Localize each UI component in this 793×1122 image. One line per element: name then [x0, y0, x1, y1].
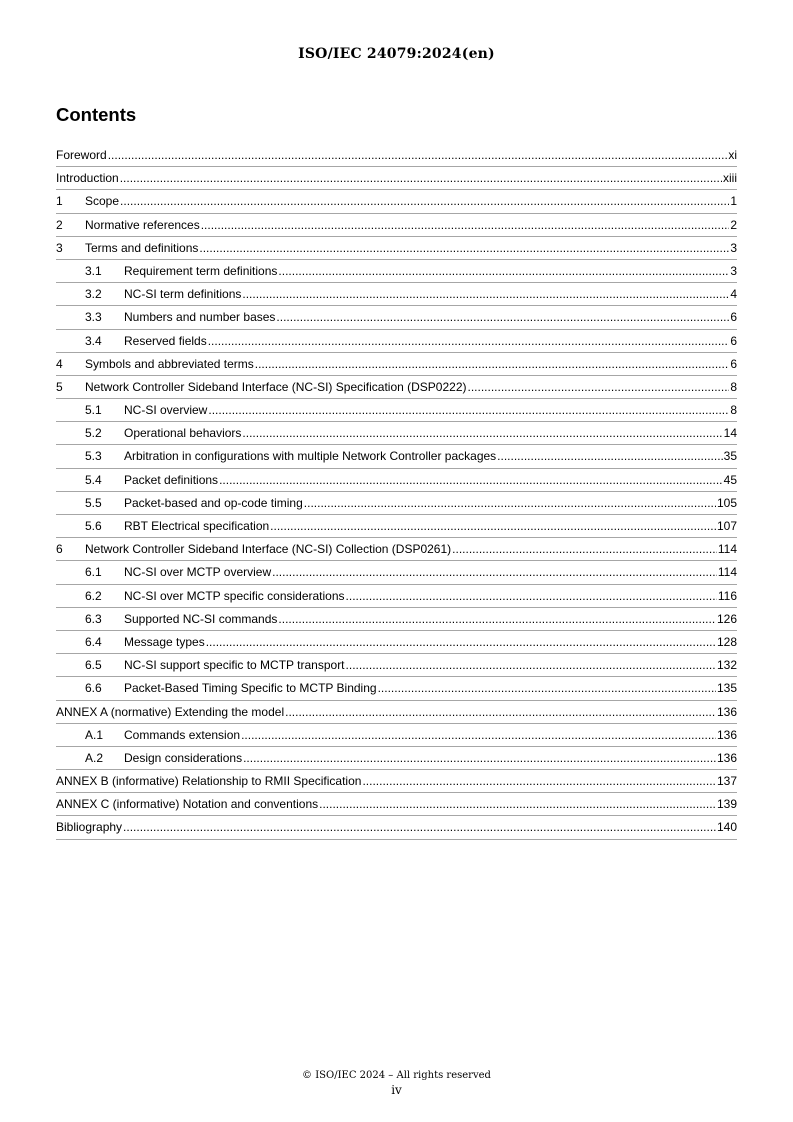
toc-dot-leader	[243, 749, 716, 767]
toc-dot-leader	[201, 216, 730, 234]
toc-entry-number: 6.4	[85, 634, 102, 649]
toc-entry[interactable]	[56, 283, 737, 306]
toc-entry-title: Bibliography	[56, 820, 123, 835]
toc-entry[interactable]	[56, 306, 737, 329]
toc-entry[interactable]	[56, 816, 737, 839]
copyright-notice: © ISO/IEC 2024 – All rights reserved	[302, 1070, 491, 1081]
contents-heading: Contents	[56, 104, 137, 125]
toc-entry-page: 114	[717, 565, 737, 580]
toc-entry-page: 136	[716, 727, 737, 742]
toc-dot-leader	[362, 772, 716, 790]
toc-entry[interactable]	[56, 237, 737, 260]
toc-entry-page: 107	[716, 519, 737, 533]
toc-dot-leader	[276, 308, 729, 326]
toc-entry-title: Network Controller Sideband Interface (NC-SI) Collection (DSP0261)	[85, 542, 452, 557]
toc-entry-title: Numbers and number bases	[124, 310, 276, 325]
toc-entry[interactable]	[56, 445, 737, 468]
toc-entry[interactable]	[56, 260, 737, 283]
toc-entry-page: 132	[716, 658, 737, 673]
toc-dot-leader	[468, 378, 730, 396]
toc-entry[interactable]	[56, 701, 737, 724]
toc-dot-leader	[285, 703, 716, 721]
toc-dot-leader	[270, 517, 716, 535]
toc-entry[interactable]	[56, 190, 737, 213]
toc-dot-leader	[497, 447, 722, 465]
toc-entry-page: 105	[716, 495, 737, 510]
toc-dot-leader	[346, 587, 717, 605]
toc-entry-page: 116	[717, 588, 737, 603]
toc-entry-title: Foreword	[56, 148, 107, 162]
toc-entry[interactable]	[56, 376, 737, 399]
toc-entry-number: 3.2	[85, 287, 102, 302]
toc-entry[interactable]	[56, 770, 737, 793]
toc-entry-number: 1	[56, 194, 63, 209]
toc-entry-page: 114	[717, 542, 737, 557]
toc-entry-page: 4	[730, 287, 737, 302]
toc-entry[interactable]	[56, 330, 737, 353]
toc-dot-leader	[123, 818, 716, 836]
toc-entry-title: NC-SI overview	[124, 403, 208, 418]
toc-entry-title: Packet-based and op-code timing	[124, 495, 303, 510]
toc-entry-page: 35	[723, 449, 737, 464]
toc-entry-page: 136	[716, 704, 737, 719]
toc-entry-title: Packet definitions	[124, 472, 219, 487]
toc-entry[interactable]	[56, 585, 737, 608]
toc-entry-number: 5.2	[85, 426, 102, 441]
toc-entry-page: 126	[716, 611, 737, 626]
toc-entry-title: Introduction	[56, 171, 119, 186]
toc-entry[interactable]	[56, 399, 737, 422]
toc-entry-page: 8	[730, 379, 737, 394]
toc-entry-page: 3	[730, 240, 737, 255]
toc-dot-leader	[304, 494, 716, 512]
toc-entry-page: 2	[730, 217, 737, 232]
toc-dot-leader	[255, 355, 730, 373]
toc-entry-title: Message types	[124, 634, 205, 649]
toc-dot-leader	[278, 610, 716, 628]
toc-entry-page: xiii	[723, 171, 737, 186]
toc-entry-title: NC-SI term definitions	[124, 287, 242, 302]
toc-entry[interactable]	[56, 353, 737, 376]
toc-entry-number: A.2	[85, 750, 104, 765]
toc-dot-leader	[199, 239, 729, 257]
toc-entry-number: 5.5	[85, 495, 102, 510]
toc-dot-leader	[208, 332, 730, 350]
toc-entry-title: ANNEX C (informative) Notation and conventions	[56, 797, 319, 812]
toc-entry-title: Design considerations	[124, 750, 243, 765]
toc-dot-leader	[108, 146, 728, 164]
toc-entry-number: 5.6	[85, 519, 102, 533]
toc-entry-title: Requirement term definitions	[124, 263, 278, 278]
toc-entry-number: 6.3	[85, 611, 102, 626]
toc-dot-leader	[219, 471, 723, 489]
toc-entry-title: ANNEX B (informative) Relationship to RMII Specification	[56, 774, 362, 789]
toc-entry[interactable]	[56, 515, 737, 538]
toc-dot-leader	[278, 262, 729, 280]
toc-dot-leader	[241, 726, 716, 744]
toc-entry-page: 45	[723, 472, 737, 487]
toc-entry-page: xi	[728, 148, 737, 162]
toc-entry[interactable]	[56, 724, 737, 747]
toc-entry-page: 128	[716, 634, 737, 649]
toc-entry-title: Symbols and abbreviated terms	[85, 356, 254, 371]
toc-entry-number: 3	[56, 240, 63, 255]
toc-entry-number: 5.4	[85, 472, 102, 487]
document-header: ISO/IEC 24079:2024(en)	[298, 46, 495, 62]
toc-dot-leader	[120, 192, 729, 210]
toc-entry-title: Operational behaviors	[124, 426, 242, 441]
toc-dot-leader	[206, 633, 716, 651]
toc-entry-title: Reserved fields	[124, 333, 207, 348]
toc-entry-number: 5	[56, 379, 63, 394]
toc-dot-leader	[346, 656, 716, 674]
toc-entry-number: 5.3	[85, 449, 102, 464]
toc-dot-leader	[272, 563, 717, 581]
toc-entry-page: 137	[716, 774, 737, 789]
toc-entry-number: 3.1	[85, 263, 102, 278]
toc-entry[interactable]	[56, 469, 737, 492]
toc-entry-page: 6	[730, 310, 737, 325]
toc-entry[interactable]	[56, 793, 737, 816]
toc-entry-page: 140	[716, 820, 737, 835]
toc-dot-leader	[319, 795, 716, 813]
toc-entry-number: 6	[56, 542, 63, 557]
toc-entry-page: 136	[716, 750, 737, 765]
toc-entry-title: Network Controller Sideband Interface (NC-SI) Specification (DSP0222)	[85, 379, 467, 394]
toc-dot-leader	[378, 679, 716, 697]
toc-entry[interactable]	[56, 144, 737, 167]
toc-entry[interactable]	[56, 167, 737, 190]
toc-entry-page: 1	[730, 194, 737, 209]
toc-entry-title: Arbitration in configurations with multiple Network Controller packages	[124, 449, 497, 464]
toc-entry-number: 6.6	[85, 681, 102, 696]
toc-entry-title: ANNEX A (normative) Extending the model	[56, 704, 285, 719]
toc-entry-page: 8	[730, 403, 737, 418]
toc-entry-title: RBT Electrical specification	[124, 519, 270, 533]
toc-entry-page: 14	[723, 426, 737, 441]
toc-entry[interactable]	[56, 654, 737, 677]
table-of-contents	[56, 144, 737, 840]
toc-entry-title: Commands extension	[124, 727, 241, 742]
toc-entry[interactable]	[56, 214, 737, 237]
toc-entry-number: 4	[56, 356, 63, 371]
toc-entry-title: Packet-Based Timing Specific to MCTP Binding	[124, 681, 377, 696]
toc-entry-page: 139	[716, 797, 737, 812]
toc-entry-page: 6	[730, 333, 737, 348]
toc-entry[interactable]	[56, 747, 737, 770]
toc-entry-number: 5.1	[85, 403, 102, 418]
toc-entry-title: Supported NC-SI commands	[124, 611, 278, 626]
toc-entry-number: 6.1	[85, 565, 102, 580]
toc-entry-number: 3.3	[85, 310, 102, 325]
toc-entry-number: 3.4	[85, 333, 102, 348]
toc-entry-title: Scope	[85, 194, 120, 209]
toc-dot-leader	[208, 401, 729, 419]
toc-entry-number: 2	[56, 217, 63, 232]
toc-dot-leader	[242, 285, 729, 303]
toc-entry-title: Terms and definitions	[85, 240, 199, 255]
toc-entry-number: 6.2	[85, 588, 102, 603]
toc-entry-page: 3	[730, 263, 737, 278]
toc-dot-leader	[452, 540, 717, 558]
toc-entry-title: Normative references	[85, 217, 200, 232]
toc-entry-title: NC-SI over MCTP specific considerations	[124, 588, 345, 603]
toc-entry-number: A.1	[85, 727, 104, 742]
toc-entry-page: 6	[730, 356, 737, 371]
toc-entry-number: 6.5	[85, 658, 102, 673]
toc-entry[interactable]	[56, 422, 737, 445]
toc-entry-title: NC-SI support specific to MCTP transport	[124, 658, 345, 673]
toc-entry[interactable]	[56, 538, 737, 561]
toc-entry[interactable]	[56, 561, 737, 584]
toc-entry[interactable]	[56, 492, 737, 515]
toc-entry[interactable]	[56, 608, 737, 631]
page-footer	[0, 1068, 793, 1098]
toc-entry[interactable]	[56, 677, 737, 700]
toc-dot-leader	[242, 424, 722, 442]
page-number: iv	[391, 1083, 402, 1097]
toc-entry[interactable]	[56, 631, 737, 654]
toc-entry-page: 135	[716, 681, 737, 696]
toc-dot-leader	[120, 169, 722, 187]
toc-entry-title: NC-SI over MCTP overview	[124, 565, 272, 580]
